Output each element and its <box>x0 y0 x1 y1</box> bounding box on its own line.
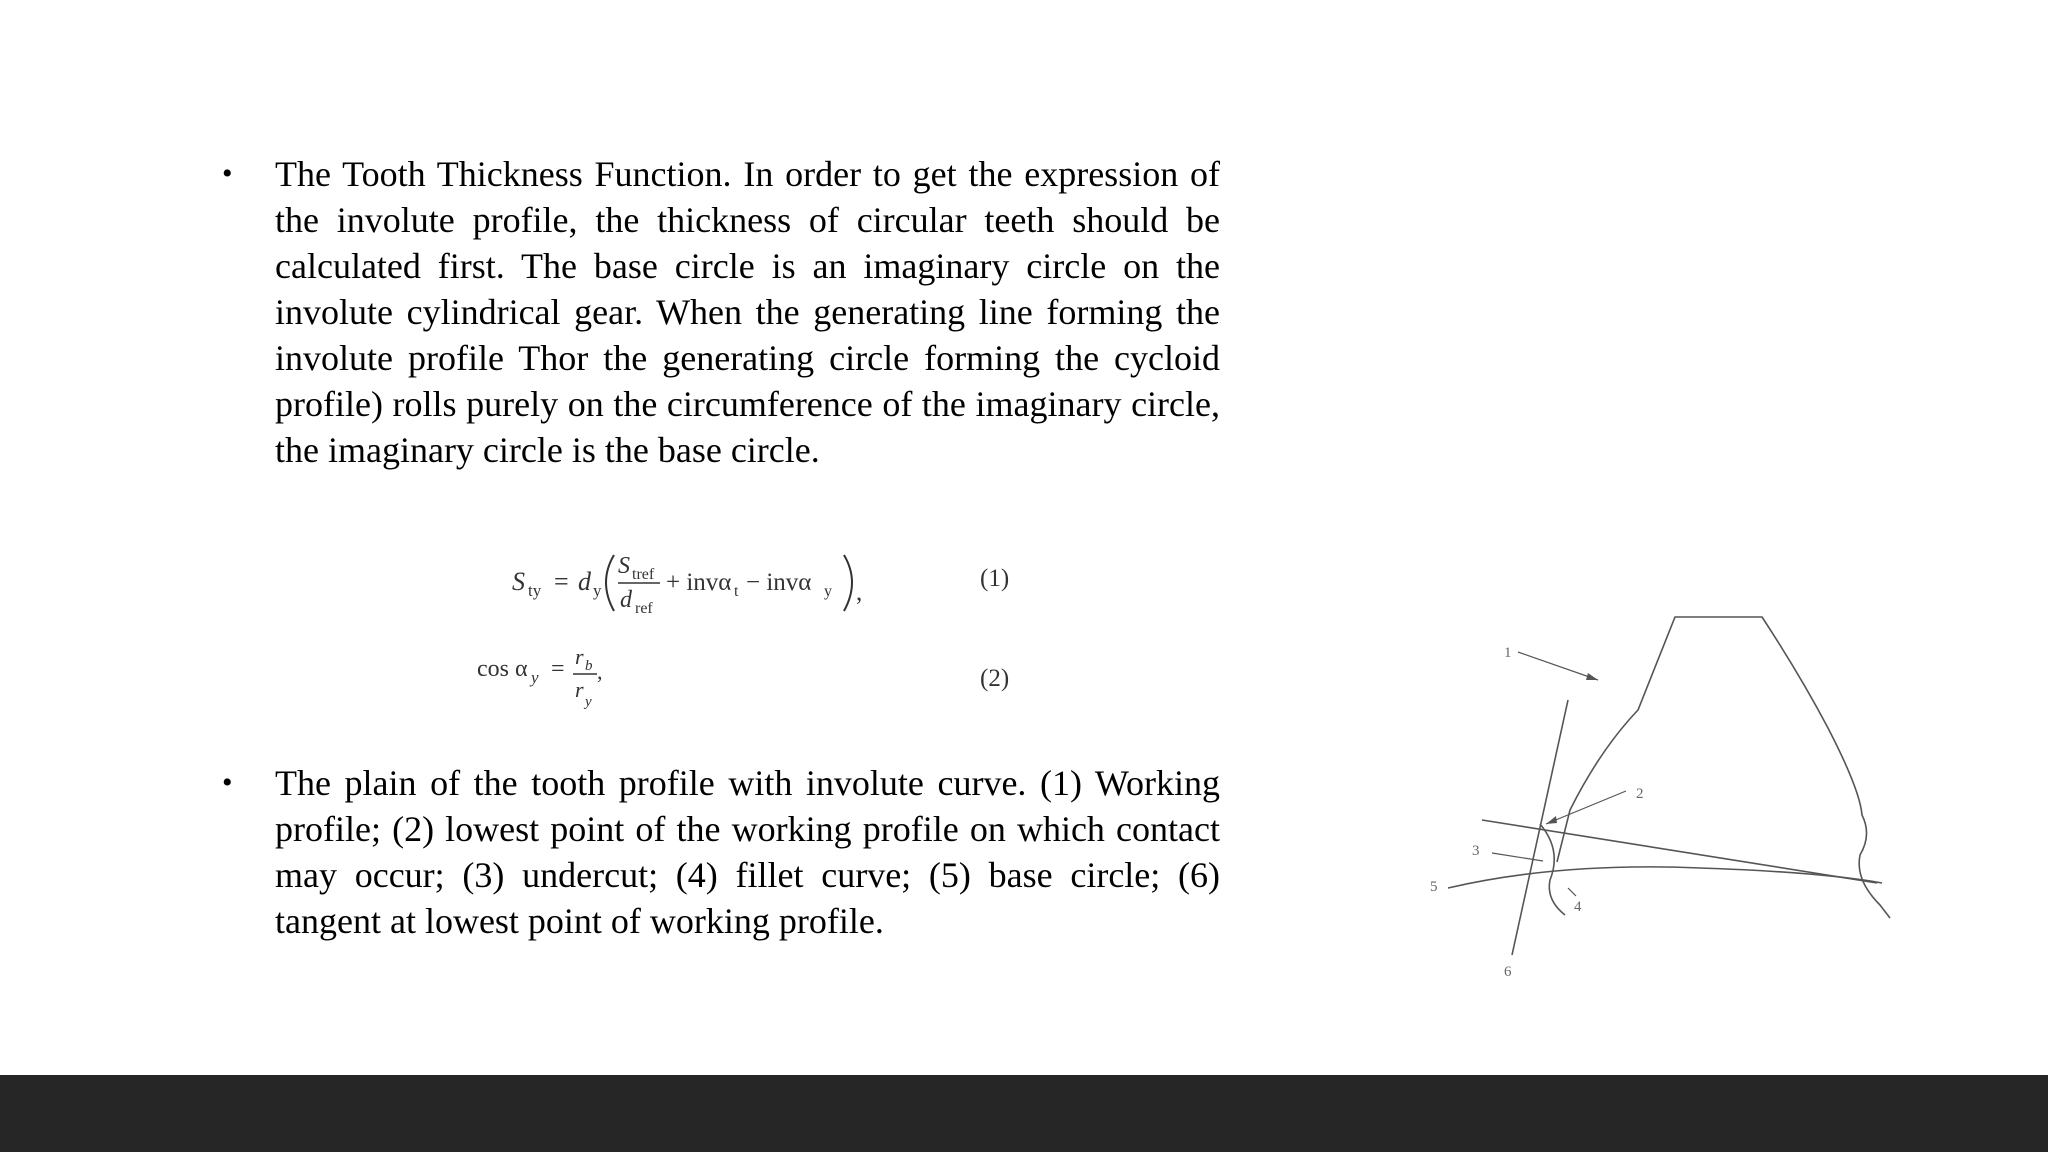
tooth-outline <box>1557 617 1890 918</box>
leader-1 <box>1518 652 1598 680</box>
diagram-label-3: 3 <box>1472 843 1480 859</box>
equation-1-number: (1) <box>980 565 1010 592</box>
eq1-equals: = <box>554 567 569 596</box>
leader-3 <box>1492 853 1543 861</box>
eq1-right-paren <box>844 555 852 611</box>
diagram-label-2: 2 <box>1636 786 1644 802</box>
arrow-2 <box>1546 816 1557 824</box>
diagram-label-6: 6 <box>1504 964 1512 980</box>
eq1-trail: , <box>856 579 863 606</box>
equation-1 <box>510 545 880 620</box>
eq1-left-paren <box>606 555 614 611</box>
eq1-den-sub: ref <box>635 600 653 617</box>
eq2-lhs-sub: y <box>531 668 539 687</box>
base-circle-5 <box>1448 867 1882 888</box>
eq1-plus-sub: t <box>734 583 739 600</box>
fillet-curve-4 <box>1540 824 1565 915</box>
eq1-num-sub: tref <box>632 566 655 583</box>
equation-2-number: (2) <box>980 665 1010 692</box>
equation-2 <box>475 645 635 720</box>
eq1-minus-sub: y <box>824 583 832 600</box>
eq2-trail: , <box>597 659 603 684</box>
eq2-equals: = <box>551 656 565 682</box>
bottom-bar <box>0 1075 2048 1152</box>
bullet-paragraph-tooth-thickness: The Tooth Thickness Function. In order to get the expression of the involute profile, the thickness of circular teeth should be calculated first. The base circle is an imaginary circle on the involute cylindrical gear. When the generating line forming the involute profile Thor the generating circle forming the cycloid profile) rolls purely on the circumference of the imaginary circle, the imaginary circle is the base circle. <box>275 154 1220 470</box>
eq1-plus-term: + invα <box>666 569 732 596</box>
diagram-label-4: 4 <box>1574 899 1582 915</box>
diagram-label-1: 1 <box>1504 645 1512 661</box>
eq2-num-sub: b <box>585 658 593 674</box>
arrow-1 <box>1586 673 1598 680</box>
eq2-den: r <box>575 677 584 702</box>
eq1-den: d <box>620 587 632 613</box>
leader-2 <box>1546 791 1626 824</box>
eq1-d: d <box>578 567 591 596</box>
eq2-lhs: cos α <box>477 656 528 682</box>
tooth-profile-diagram <box>1400 600 1920 1000</box>
diagram-label-5: 5 <box>1430 879 1438 895</box>
eq1-minus-term: − invα <box>746 569 812 596</box>
bullet-paragraph-tooth-profile: The plain of the tooth profile with involute curve. (1) Working profile; (2) lowest point of the working profile on which contact may occur; (3) undercut; (4) fillet curve; (5) base circle; (6) tangent at lowest point of working profile. <box>275 763 1220 941</box>
bullet-marker: • <box>222 157 233 190</box>
eq2-den-sub: y <box>585 694 592 710</box>
eq1-lhs: S <box>512 567 525 596</box>
tangent-line-6 <box>1512 700 1568 955</box>
eq1-num: S <box>618 553 630 579</box>
bullet-marker: • <box>222 766 233 799</box>
eq1-d-sub: y <box>593 581 602 600</box>
leader-4 <box>1568 888 1576 896</box>
eq1-lhs-sub: ty <box>528 581 542 600</box>
eq2-num: r <box>575 645 584 669</box>
action-line <box>1482 820 1877 883</box>
